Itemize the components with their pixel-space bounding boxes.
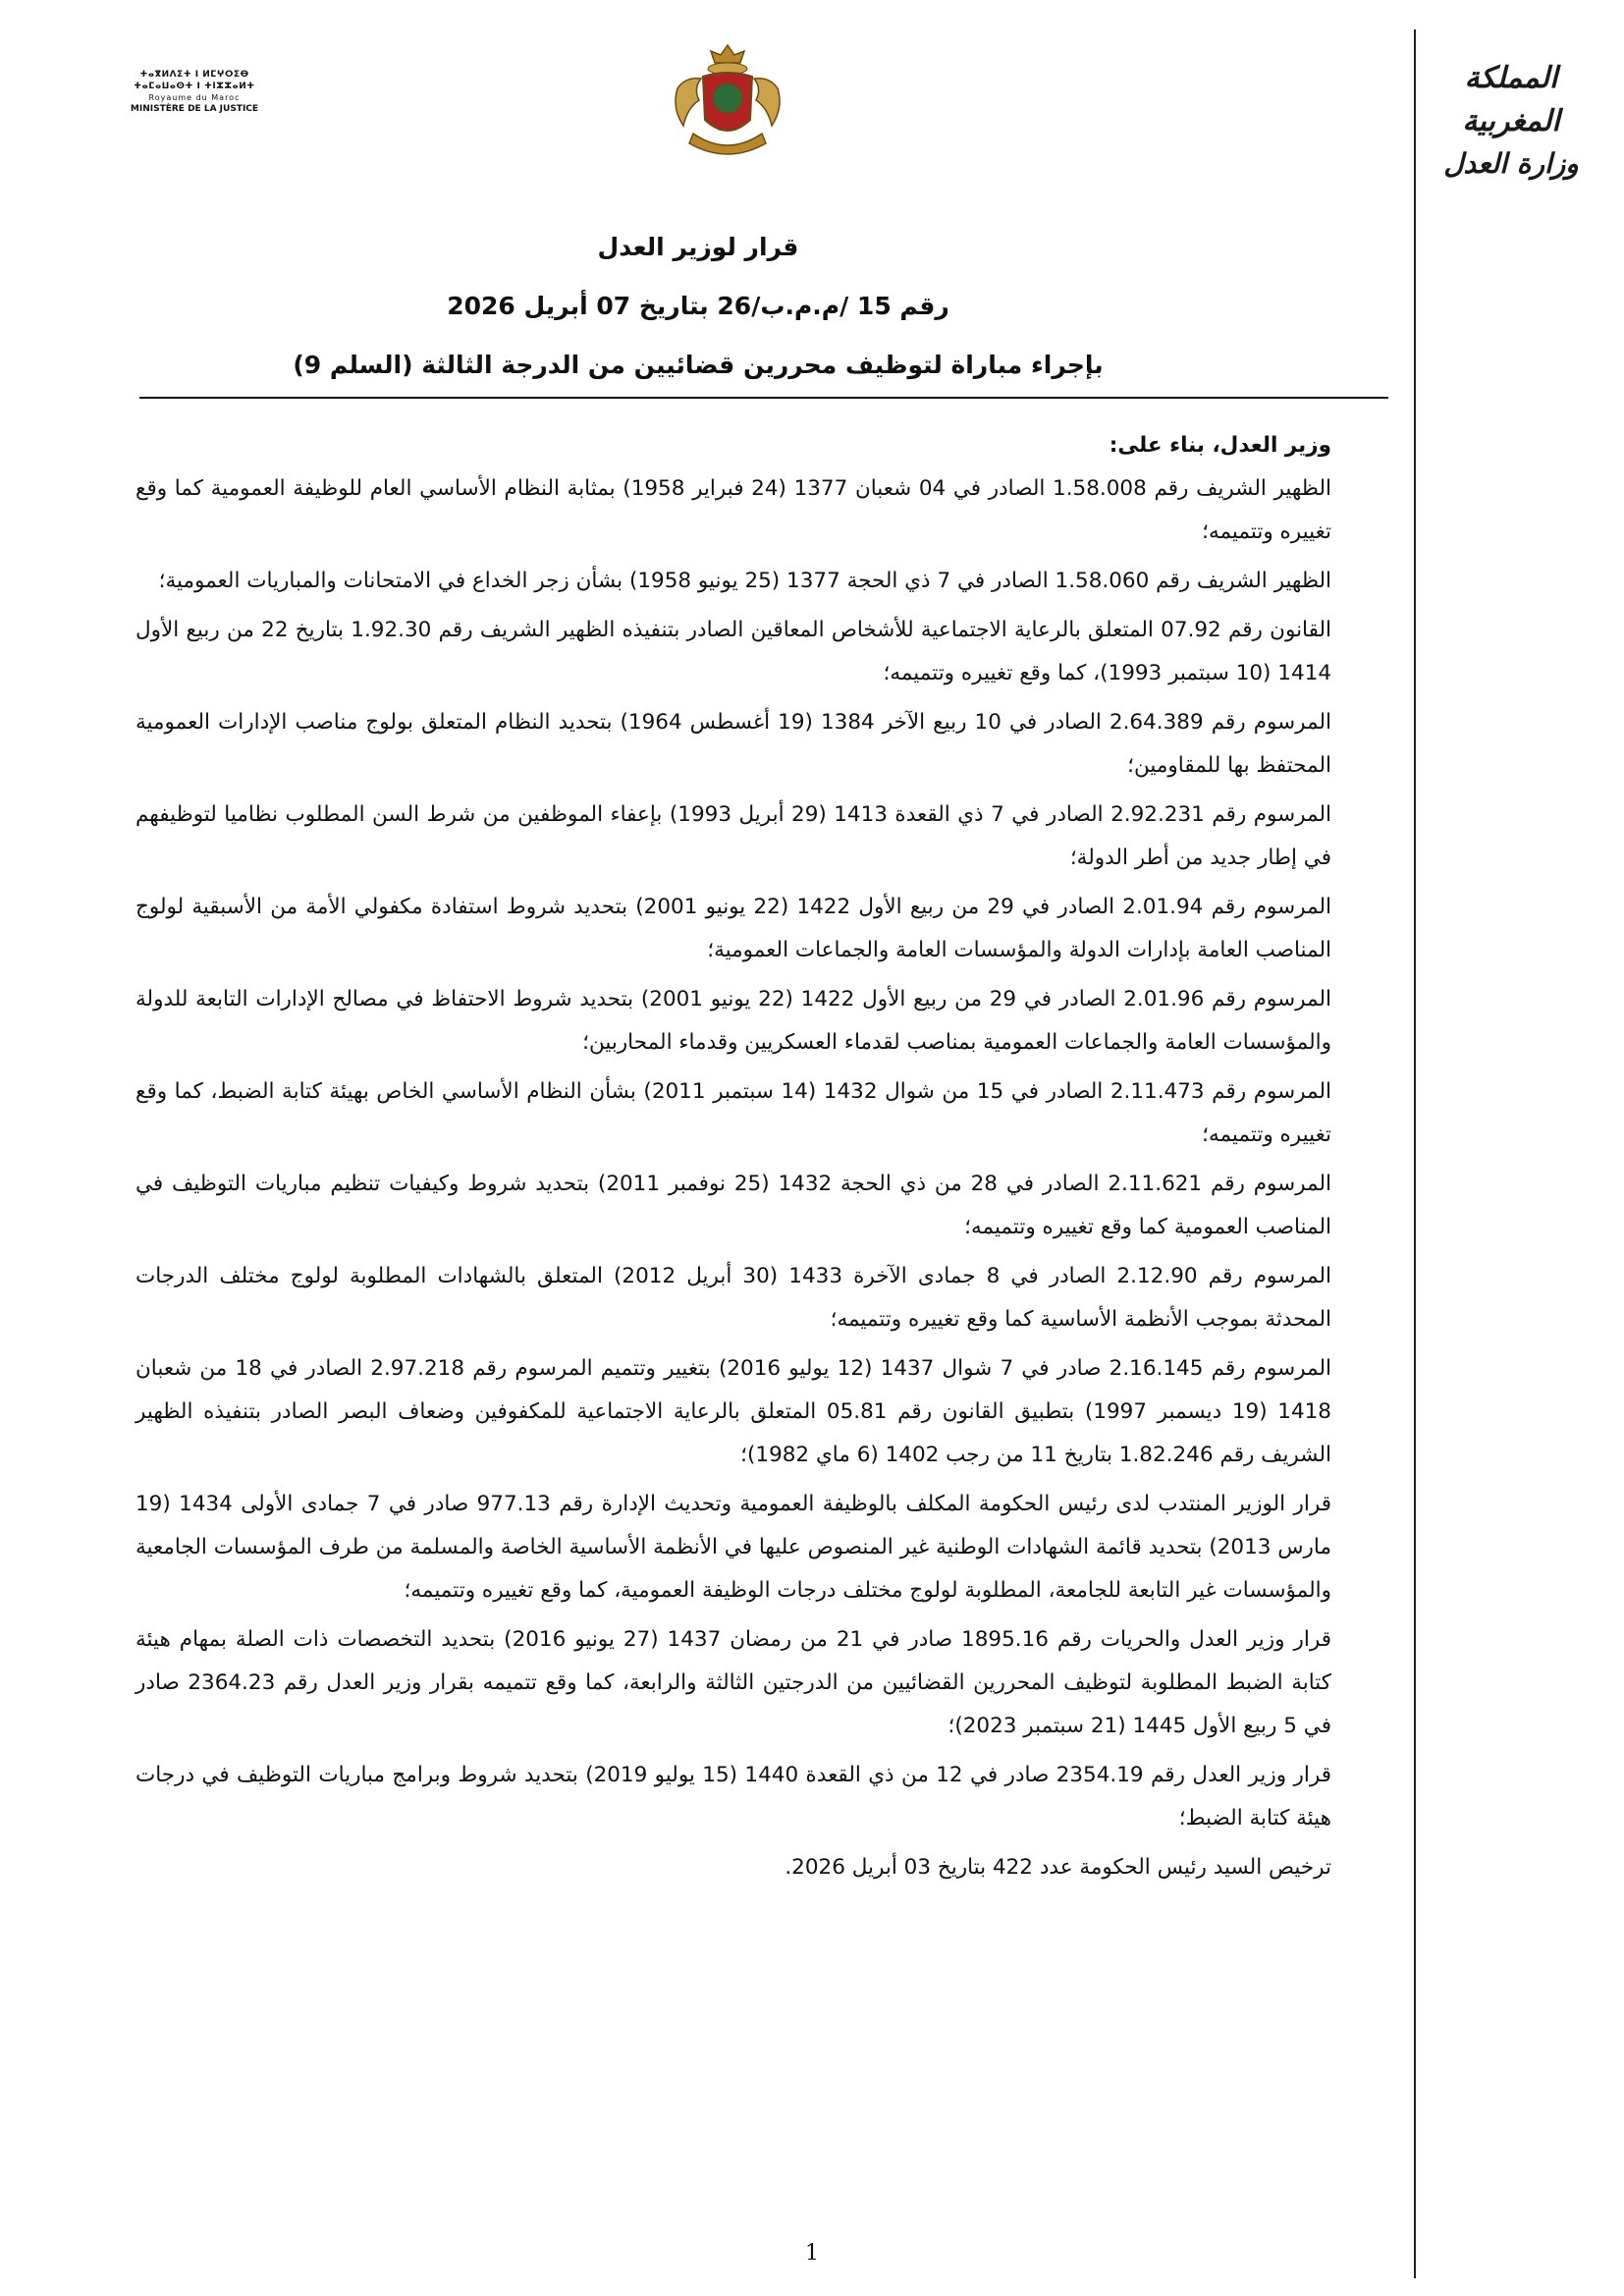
page-number: 1 (805, 2241, 819, 2266)
decision-title: قرار لوزير العدل (597, 233, 799, 261)
legal-reference-paragraph: قرار وزير العدل والحريات رقم 1895.16 صادر في 21 من رمضان 1437 (27 يونيو 2016) بتحديد التخصصات ذات الصلة بمهام هيئة كتابة الضبط المطلوبة لتوظيف المحررين القضائيين من الدرجتين الثالثة والرابعة، كما وقع تتميمه بقرار وزير العدل رقم 2364.23 صادر في 5 ربيع الأول 1445 (21 سبتمبر 2023)؛ (135, 1627, 1331, 1738)
kingdom-name-french: Royaume du Maroc (148, 93, 241, 102)
decision-number-date: رقم 15 /م.م.ب/26 بتاريخ 07 أبريل 2026 (447, 292, 949, 320)
legal-reference-paragraph: المرسوم رقم 2.01.94 الصادر في 29 من ربيع الأول 1422 (22 يونيو 2001) بتحديد شروط استفادة مكفولي الأمة من الأسبقية لولوج المناصب العامة بإدارات الدولة والمؤسسات العامة والجماعات العمومية؛ (135, 895, 1331, 962)
decision-subject: بإجراء مباراة لتوظيف محررين قضائيين من الدرجة الثالثة (السلم 9) (293, 351, 1104, 379)
ministry-name-arabic: وزارة العدل (1443, 147, 1579, 180)
decision-heading (177, 218, 1219, 395)
legal-reference-paragraph: الظهير الشريف رقم 1.58.008 الصادر في 04 شعبان 1377 (24 فبراير 1958) بمثابة النظام الأساسي العام للوظيفة العمومية كما وقع تغييره وتتميمه؛ (135, 476, 1331, 544)
legal-reference-paragraph: المرسوم رقم 2.64.389 الصادر في 10 ربيع الآخر 1384 (19 أغسطس 1964) بتحديد النظام المتعلق بولوج مناصب الإدارات العمومية المحتفظ بها للمقاومين؛ (135, 710, 1331, 778)
margin-vertical-rule (1414, 29, 1416, 2278)
legal-reference-paragraph: المرسوم رقم 2.11.621 الصادر في 28 من ذي الحجة 1432 (25 نوفمبر 2011) بتحديد شروط وكيفيات تنظيم مباريات التوظيف في المناصب العمومية كما وقع تغييره وتتميمه؛ (135, 1172, 1331, 1239)
royal-coat-of-arms-emblem (664, 39, 791, 167)
legal-reference-paragraph: قرار الوزير المنتدب لدى رئيس الحكومة المكلف بالوظيفة العمومية وتحديث الإدارة رقم 977.13 صادر في 7 جمادى الأولى 1434 (19 مارس 2013) بتحديد قائمة الشهادات الوطنية غير المنصوص عليها في الأنظمة الأساسية الخاصة والمسلمة من طرف المؤسسات الجامعية والمؤسسات غير التابعة للجامعة، المطلوبة لولوج مختلف درجات الوظيفة العمومية، كما وقع تغييره وتتميمه؛ (135, 1492, 1332, 1603)
legal-reference-paragraph: المرسوم رقم 2.92.231 الصادر في 7 ذي القعدة 1413 (29 أبريل 1993) بإعفاء الموظفين من شرط السن المطلوب نظاميا لتوظيفهم في إطار جديد من أطر الدولة؛ (135, 802, 1331, 870)
legal-reference-paragraph: قرار وزير العدل رقم 2354.19 صادر في 12 من ذي القعدة 1440 (15 يوليو 2019) بتحديد شروط وبرامج مباريات التوظيف في درجات هيئة كتابة الضبط؛ (135, 1763, 1332, 1831)
ministry-name-french: MINISTÈRE DE LA JUSTICE (130, 104, 259, 114)
preamble-intro: وزير العدل، بناء على: (1109, 433, 1331, 458)
kingdom-name-arabic: المملكة المغربية (1462, 61, 1560, 138)
legal-reference-paragraph: المرسوم رقم 2.01.96 الصادر في 29 من ربيع الأول 1422 (22 يونيو 2001) بتحديد شروط الاحتفاظ في مصالح الإدارات التابعة للدولة والمؤسسات العامة والجماعات العمومية بمناصب لقدماء العسكريين وقدماء المحاربين؛ (135, 987, 1331, 1055)
ministry-name-tifinagh: ⵜⴰⵎⴰⵡⴰⵙⵜ ⵏ ⵜⵏⵣⵣⴰⵍⵜ (134, 82, 255, 91)
multilingual-letterhead (126, 69, 263, 115)
legal-reference-paragraph: الظهير الشريف رقم 1.58.060 الصادر في 7 ذي الحجة 1377 (25 يونيو 1958) بشأن زجر الخداع في الامتحانات والمباريات العمومية؛ (158, 569, 1331, 593)
legal-reference-paragraph: القانون رقم 07.92 المتعلق بالرعاية الاجتماعية للأشخاص المعاقين الصادر بتنفيذه الظهير الشريف رقم 1.92.30 بتاريخ 22 من ربيع الأول 1414 (10 سبتمبر 1993)، كما وقع تغييره وتتميمه؛ (135, 618, 1332, 685)
authorization-paragraph: ترخيص السيد رئيس الحكومة عدد 422 بتاريخ 03 أبريل 2026. (785, 1855, 1331, 1880)
decision-body (135, 424, 1331, 1895)
kingdom-name-tifinagh: ⵜⴰⴳⵍⴷⵉⵜ ⵏ ⵍⵎⵖⵔⵉⴱ (139, 70, 249, 80)
legal-reference-paragraph: المرسوم رقم 2.11.473 الصادر في 15 من شوال 1432 (14 سبتمبر 2011) بشأن النظام الأساسي الخاص بهيئة كتابة الضبط، كما وقع تغييره وتتميمه؛ (135, 1079, 1331, 1147)
arabic-letterhead (1437, 57, 1585, 185)
legal-reference-paragraph: المرسوم رقم 2.16.145 صادر في 7 شوال 1437 (12 يوليو 2016) بتغيير وتتميم المرسوم رقم 2.97.218 الصادر في 18 من شعبان 1418 (19 ديسمبر 1997) بتطبيق القانون رقم 05.81 المتعلق بالرعاية الاجتماعية للمكفوفين وضعاف البصر الصادر بتنفيذه الظهير الشريف رقم 1.82.246 بتاريخ 11 من رجب 1402 (6 ماي 1982)؛ (135, 1356, 1331, 1467)
legal-reference-paragraph: المرسوم رقم 2.12.90 الصادر في 8 جمادى الآخرة 1433 (30 أبريل 2012) المتعلق بالشهادات المطلوبة لولوج مختلف الدرجات المحدثة بموجب الأنظمة الأساسية كما وقع تغييره وتتميمه؛ (135, 1264, 1331, 1332)
heading-divider (139, 397, 1388, 399)
